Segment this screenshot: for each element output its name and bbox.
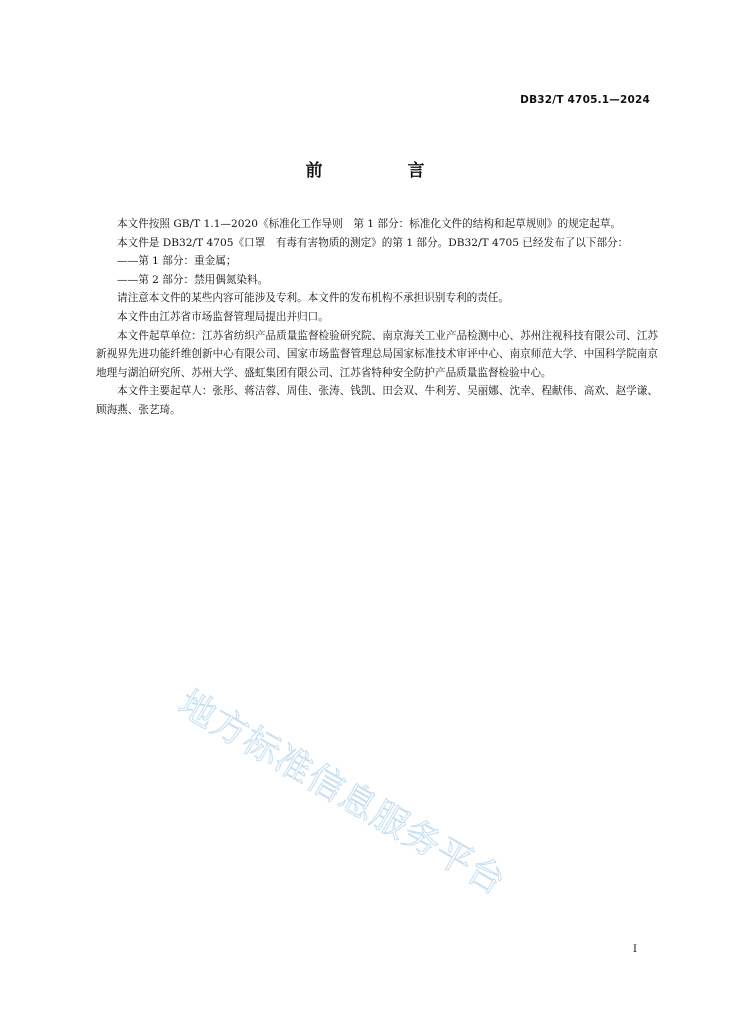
paragraph-patent-notice: 请注意本文件的某些内容可能涉及专利。本文件的发布机构不承担识别专利的责任。 bbox=[117, 292, 509, 305]
paragraph-drafters: 本文件主要起草人：张彤、蒋洁蓉、周佳、张涛、钱凯、田会双、牛利芳、吴丽娜、沈幸、程献伟、高欢、赵学谦、顾海燕、张艺琦。 bbox=[96, 385, 658, 416]
paragraph-proposer: 本文件由江苏省市场监督管理局提出并归口。 bbox=[117, 310, 329, 323]
watermark: 地方标准信息服务平台 bbox=[171, 682, 513, 904]
list-item-part-1: ——第 1 部分：重金属； bbox=[117, 255, 237, 268]
foreword-body bbox=[96, 215, 658, 420]
paragraph-drafting-rules: 本文件按照 GB/T 1.1—2020《标准化工作导则 第 1 部分：标准化文件的结构和起草规则》的规定起草。 bbox=[117, 218, 622, 230]
page-number: I bbox=[633, 944, 637, 955]
standard-code: DB32/T 4705.1—2024 bbox=[520, 94, 650, 106]
list-item-part-2: ——第 2 部分：禁用偶氮染料。 bbox=[117, 273, 269, 286]
page-title: 前 言 bbox=[305, 161, 459, 181]
paragraph-drafting-units: 本文件起草单位：江苏省纺织产品质量监督检验研究院、南京海关工业产品检测中心、苏州注视科技有限公司、江苏新视界先进功能纤维创新中心有限公司、国家市场监督管理总局国家标准技术审评中心、南京师范大学、中国科学院南京地理与湖泊研究所、苏州大学、盛虹集团有限公司、江苏省特种安全防护产品质量监督检验中心。 bbox=[96, 329, 658, 379]
paragraph-series-part: 本文件是 DB32/T 4705《口罩 有毒有害物质的测定》的第 1 部分。DB32/T 4705 已经发布了以下部分： bbox=[117, 236, 629, 249]
